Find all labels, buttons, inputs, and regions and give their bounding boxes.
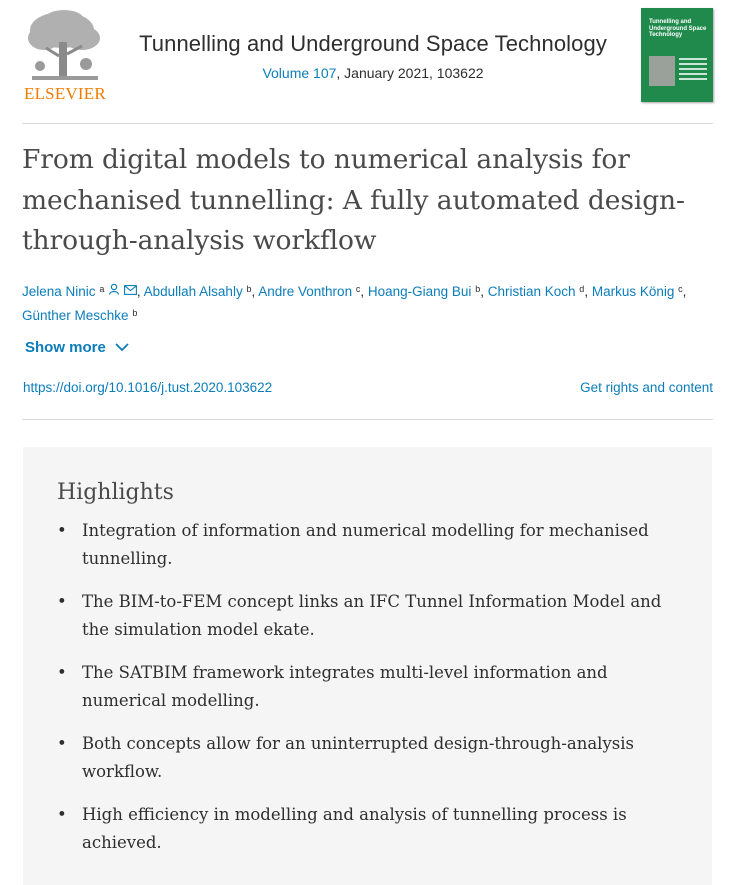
affiliation-marker: b — [246, 284, 252, 294]
highlights-panel — [23, 447, 712, 885]
affiliation-marker: a — [99, 284, 105, 294]
cover-image — [649, 56, 675, 86]
show-more-button[interactable] — [25, 339, 129, 356]
divider — [22, 123, 713, 124]
journal-meta — [0, 65, 732, 81]
divider — [22, 419, 713, 420]
highlights-title: Highlights — [57, 480, 174, 505]
chevron-down-icon — [115, 339, 129, 356]
volume-link[interactable]: Volume 107 — [262, 65, 337, 81]
author-link[interactable]: Hoang-Giang Bui — [367, 284, 472, 299]
cover-title: Tunnelling and Underground Space Technology — [649, 19, 707, 38]
affiliation-marker: b — [475, 284, 481, 294]
rights-link[interactable]: Get rights and content — [580, 380, 713, 395]
affiliation-marker: c — [678, 284, 683, 294]
cover-lines — [679, 58, 707, 83]
author-link[interactable]: Abdullah Alsahly — [143, 284, 243, 299]
author-list: Jelena Ninic $^a$ , Abdullah Alsahly $^b$, Andre Vonthron $^c$, Hoang-Giang Bui $^b$, Christian Koch $^d$, Markus König $^c$, Günther Meschke $^b$ — [22, 280, 722, 327]
highlights-list — [57, 517, 677, 872]
publisher-wordmark: ELSEVIER — [24, 84, 106, 103]
author-link[interactable]: Jelena Ninic — [22, 284, 96, 299]
highlight-item: • Both concepts allow for an uninterrupted design-through-analysis workflow. — [57, 730, 677, 785]
highlight-item: • Integration of information and numerical modelling for mechanised tunnelling. — [57, 517, 677, 572]
author-link[interactable]: Markus König — [591, 284, 675, 299]
issue-details: , January 2021, 103622 — [336, 65, 484, 81]
highlight-item: • High efficiency in modelling and analysis of tunnelling process is achieved. — [57, 801, 677, 856]
article-title: From digital models to numerical analysis for mechanised tunnelling: A fully automated design-through-analysis workflow — [22, 144, 685, 256]
person-icon[interactable] — [108, 279, 120, 302]
highlight-item: • The BIM-to-FEM concept links an IFC Tunnel Information Model and the simulation model ekate. — [57, 588, 677, 643]
email-icon[interactable] — [124, 279, 137, 302]
author-link[interactable]: Andre Vonthron — [258, 284, 353, 299]
author-link[interactable]: Christian Koch — [487, 284, 576, 299]
affiliation-marker: d — [579, 284, 585, 294]
affiliation-marker: c — [355, 284, 361, 294]
journal-cover[interactable] — [641, 8, 713, 102]
journal-title[interactable]: Tunnelling and Underground Space Technology — [139, 31, 607, 56]
highlight-item: • The SATBIM framework integrates multi-level information and numerical modelling. — [57, 659, 677, 714]
doi-link[interactable]: https://doi.org/10.1016/j.tust.2020.103622 — [23, 380, 273, 395]
affiliation-marker: b — [132, 307, 138, 318]
author-link[interactable]: Günther Meschke — [22, 307, 129, 323]
show-more-label: Show more — [25, 339, 106, 356]
separator: , — [136, 284, 144, 299]
